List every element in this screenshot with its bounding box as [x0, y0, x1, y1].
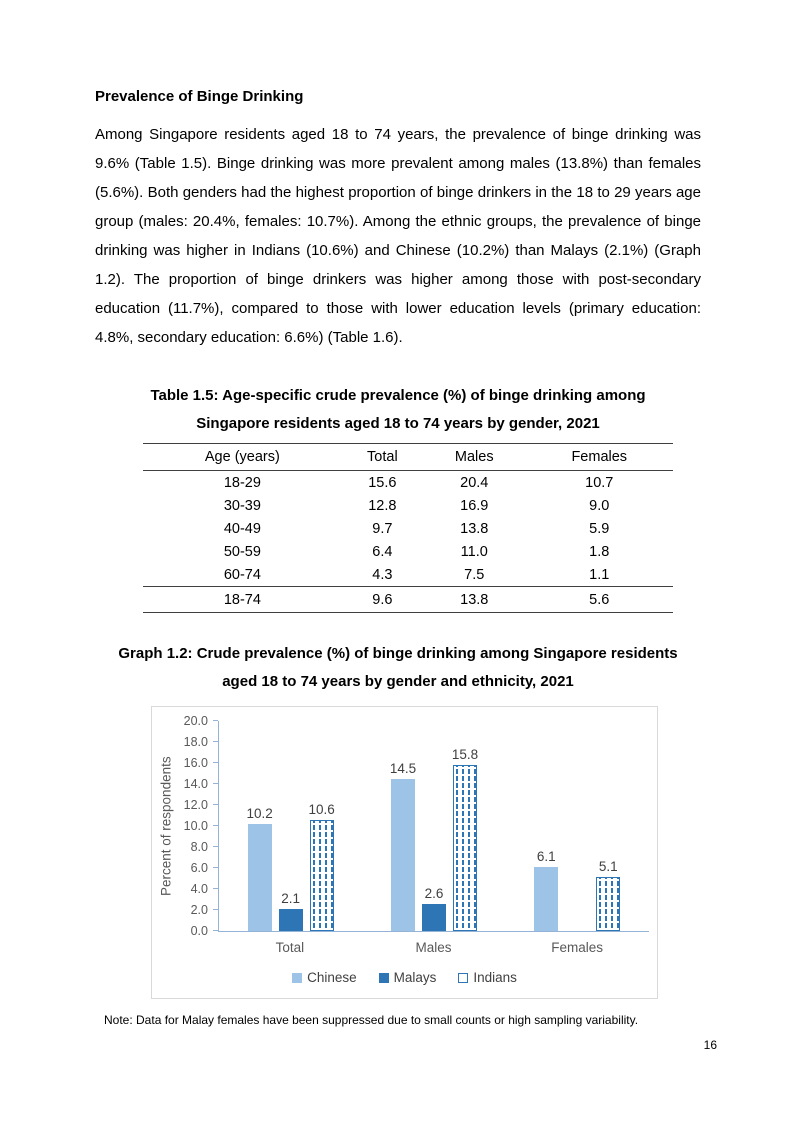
bar-slot: [391, 721, 415, 931]
table-cell: 18-74: [223, 591, 261, 608]
graph-title-line2: aged 18 to 74 years by gender and ethnicity, 2021: [222, 673, 574, 690]
legend-label: Malays: [393, 970, 437, 985]
graph-title: [95, 640, 701, 696]
y-axis-ticks: [180, 713, 218, 938]
table-row: [143, 540, 673, 563]
table-cell: 16.9: [460, 497, 489, 514]
table-cell: 20.4: [460, 474, 489, 491]
bar-slot: [248, 721, 272, 931]
y-tick-mark: [213, 930, 218, 931]
body-paragraph: Among Singapore residents aged 18 to 74 years, the prevalence of binge drinking was 9.6% (Table 1.5). Binge drinking was more prevalent among males (13.8%) than females (5.6%). Both genders had the highest proportion of binge drinkers in the 18 to 29 years age group (males: 20.4%, females: 10.7%). Among the ethnic groups, the prevalence of binge drinking was higher in Indians (10.6%) and Chinese (10.2%) than Malays (2.1%) (Graph 1.2). The proportion of binge drinkers was higher among those with post-secondary education (11.7%), compared to those with lower education levels (primary education: 4.8%, secondary education: 6.6%) (Table 1.6).: [95, 126, 701, 346]
y-tick-label: 4.0: [190, 881, 208, 896]
bar-slot: [596, 721, 620, 931]
y-tick-mark: [213, 867, 218, 868]
table-cell: 1.8: [589, 543, 610, 560]
table-cell: 50-59: [223, 543, 261, 560]
total-row: [143, 587, 673, 613]
chart-note: Note: Data for Malay females have been suppressed due to small counts or high sampling variability.: [104, 1013, 639, 1027]
y-tick-label: 14.0: [183, 776, 208, 791]
y-tick-mark: [213, 762, 218, 763]
category-column: [362, 721, 505, 931]
table-cell: 15.6: [368, 474, 397, 491]
x-axis-labels: [218, 940, 649, 955]
bar-group: [248, 721, 334, 931]
page-number: 16: [703, 1038, 717, 1052]
table-cell: 9.0: [589, 497, 610, 514]
table-cell: 60-74: [223, 566, 261, 583]
bar-slot: [453, 721, 477, 931]
bar-chinese-males: [391, 779, 415, 931]
bar-chart: [151, 706, 658, 999]
table-cell: 7.5: [464, 566, 485, 583]
bar-slot: [565, 721, 589, 931]
y-tick-label: 12.0: [183, 797, 208, 812]
x-category-label: Females: [551, 940, 604, 955]
data-label: 2.6: [424, 885, 444, 901]
chart-legend: [152, 970, 657, 985]
y-tick-mark: [213, 783, 218, 784]
column-header: Males: [454, 449, 494, 465]
section-heading: Prevalence of Binge Drinking: [95, 88, 304, 105]
table-title-line2: Singapore residents aged 18 to 74 years by gender, 2021: [196, 415, 600, 432]
table-cell: 13.8: [460, 591, 489, 608]
y-tick-mark: [213, 846, 218, 847]
y-tick-mark: [213, 825, 218, 826]
table-row: [143, 517, 673, 540]
y-tick-mark: [213, 804, 218, 805]
bar-chinese-total: [248, 824, 272, 931]
table-header: [143, 444, 673, 471]
column-header: Age (years): [204, 449, 280, 465]
y-tick-mark: [213, 720, 218, 721]
data-label: 2.1: [281, 890, 301, 906]
header-row: [143, 444, 673, 471]
y-axis-title: Percent of respondents: [158, 756, 174, 896]
y-tick-label: 8.0: [190, 839, 208, 854]
y-tick-label: 6.0: [190, 860, 208, 875]
data-label: 10.2: [246, 805, 273, 821]
bar-slot: [422, 721, 446, 931]
category-column: [506, 721, 649, 931]
category-column: [219, 721, 362, 931]
table-cell: 5.9: [589, 520, 610, 537]
table-title-line1: Table 1.5: Age-specific crude prevalence (%) of binge drinking among: [150, 387, 646, 404]
chart-plot-region: [152, 713, 657, 955]
bar-slot: [310, 721, 334, 931]
plot-wrapper: [218, 721, 649, 955]
table-cell: 40-49: [223, 520, 261, 537]
table-cell: 11.0: [460, 543, 488, 560]
bar-group: [534, 721, 620, 931]
y-tick-mark: [213, 741, 218, 742]
table-row: [143, 471, 673, 495]
y-tick-label: 0.0: [190, 923, 208, 938]
table-cell: 10.7: [585, 474, 614, 491]
y-tick-label: 2.0: [190, 902, 208, 917]
graph-title-line1: Graph 1.2: Crude prevalence (%) of binge drinking among Singapore residents: [118, 645, 678, 662]
prevalence-table: [143, 443, 673, 613]
legend-label: Indians: [473, 970, 517, 985]
table-cell: 18-29: [223, 474, 261, 491]
y-tick-mark: [213, 888, 218, 889]
bar-malays-males: [422, 904, 446, 931]
table-cell: 4.3: [372, 566, 393, 583]
table-cell: 6.4: [372, 543, 393, 560]
legend-label: Chinese: [307, 970, 357, 985]
table-cell: 5.6: [589, 591, 610, 608]
legend-marker-indians: [458, 973, 468, 983]
column-header: Total: [367, 449, 398, 465]
table-row: [143, 563, 673, 587]
y-tick-label: 10.0: [183, 818, 208, 833]
data-label: 15.8: [451, 747, 479, 763]
bar-malays-total: [279, 909, 303, 931]
x-category-label: Males: [415, 940, 452, 955]
table-cell: 13.8: [460, 520, 489, 537]
y-tick-mark: [213, 909, 218, 910]
table-cell: 30-39: [223, 497, 261, 514]
legend-item: [292, 970, 357, 985]
table-cell: 1.1: [589, 566, 610, 583]
bar-slot: [534, 721, 558, 931]
table-cell: 9.7: [372, 520, 393, 537]
bar-chinese-females: [534, 867, 558, 931]
data-label: 14.5: [389, 760, 417, 776]
legend-marker-malays: [379, 973, 389, 983]
page-content: [95, 88, 701, 1027]
bar-indians-females: [596, 877, 620, 931]
y-tick-label: 18.0: [183, 734, 208, 749]
table-title: [95, 382, 701, 438]
bar-indians-total: [310, 820, 334, 931]
bar-group: [391, 721, 477, 931]
table-body: [143, 471, 673, 587]
table-row: [143, 494, 673, 517]
table-cell: 9.6: [372, 591, 393, 608]
legend-item: [379, 970, 437, 985]
legend-marker-chinese: [292, 973, 302, 983]
bar-indians-males: [453, 765, 477, 931]
data-label: 10.6: [308, 801, 335, 817]
y-tick-label: 16.0: [183, 755, 208, 770]
bar-slot: [279, 721, 303, 931]
table-cell: 12.8: [368, 497, 397, 514]
y-tick-label: 20.0: [183, 713, 208, 728]
data-label: 5.1: [598, 859, 618, 875]
plot-area: [218, 721, 649, 932]
x-category-label: Total: [275, 940, 305, 955]
data-label: 6.1: [536, 848, 556, 864]
legend-item: [458, 970, 517, 985]
column-header: Females: [571, 449, 628, 465]
table-total-row: [143, 587, 673, 613]
